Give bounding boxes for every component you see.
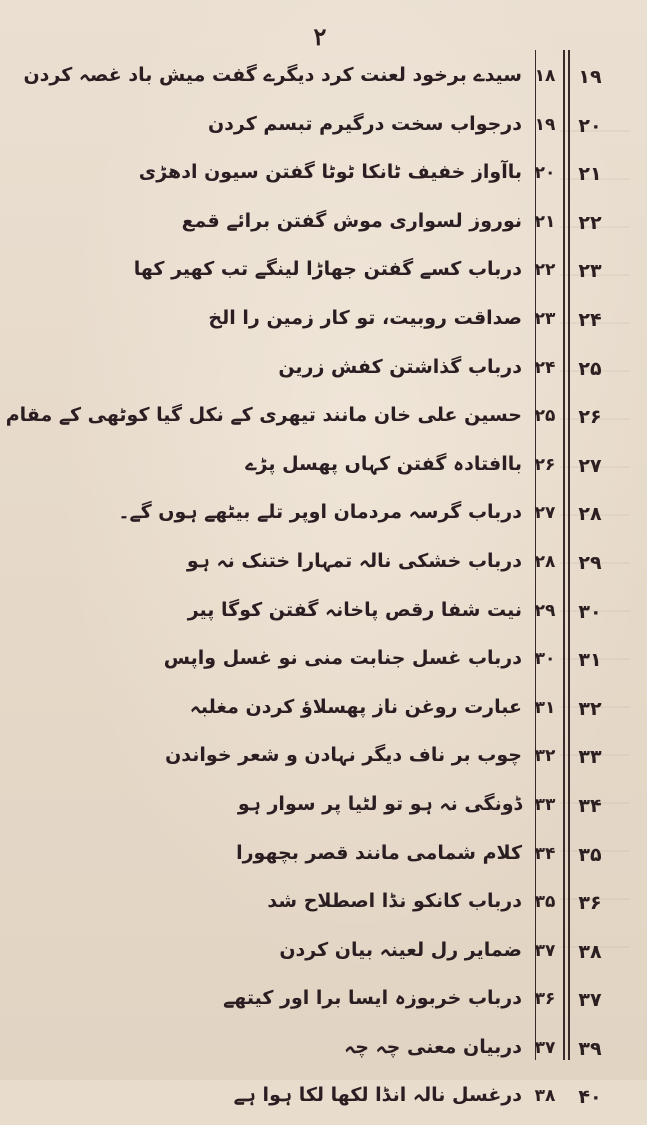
entry-page: ۲۹ bbox=[534, 600, 556, 621]
entry-title: باافتادہ گفتن کہاں پھسل پڑے bbox=[245, 452, 522, 475]
entry-number: ۳۱ bbox=[578, 649, 602, 672]
entry-number: ۳۷ bbox=[578, 989, 602, 1012]
entry-number: ۲۹ bbox=[578, 551, 602, 574]
entry-number: ۲۰ bbox=[578, 114, 602, 137]
entry-title: درباب کسے گفتن جھاڑا لینگے تب کھیر کھا bbox=[133, 258, 522, 281]
entry-number: ۳۹ bbox=[578, 1037, 602, 1060]
entry-title: صداقت روبیت، تو کار زمین را الخ bbox=[208, 306, 522, 329]
entry-page: ۳۸ bbox=[534, 1086, 556, 1107]
contents-row bbox=[0, 250, 647, 299]
entry-title: درباب گذاشتن کفش زرین bbox=[278, 355, 522, 378]
entry-title: درباب خشکی نالہ تمہارا ختنک نہ ہو bbox=[186, 549, 522, 572]
entry-title: ضمایر رل لعینہ بیان کردن bbox=[279, 938, 522, 961]
contents-row bbox=[0, 688, 647, 737]
entry-number: ۳۰ bbox=[578, 600, 602, 623]
entry-title: درباب گرسہ مردمان اوپر تلے بیٹھے ہوں گے۔ bbox=[118, 501, 522, 524]
entry-page: ۲۲ bbox=[534, 260, 556, 281]
entry-page: ۲۰ bbox=[534, 163, 556, 184]
entry-title: چوب بر ناف دیگر نہادن و شعر خواندن bbox=[165, 744, 522, 767]
contents-row bbox=[0, 56, 647, 105]
entry-page: ۱۹ bbox=[534, 114, 556, 135]
entry-number: ۳۶ bbox=[578, 892, 602, 915]
contents-row bbox=[0, 299, 647, 348]
entry-title: درجواب سخت درگیرم تبسم کردن bbox=[207, 112, 522, 135]
entry-number: ۱۹ bbox=[578, 66, 602, 88]
entry-number: ۲۸ bbox=[578, 503, 602, 526]
entry-page: ۳۶ bbox=[534, 989, 556, 1010]
entry-number: ۲۴ bbox=[578, 308, 602, 331]
entry-page: ۲۵ bbox=[534, 406, 556, 427]
contents-row bbox=[0, 1028, 647, 1077]
contents-row bbox=[0, 736, 647, 785]
entry-number: ۳۸ bbox=[578, 940, 602, 963]
entry-title: سیدے برخود لعنت کرد دیگرے گفت میش باد غصہ کردن bbox=[23, 64, 522, 86]
entry-number: ۲۱ bbox=[578, 163, 602, 186]
entry-number: ۳۳ bbox=[578, 746, 602, 769]
entry-number: ۳۴ bbox=[578, 794, 602, 817]
entry-number: ۳۲ bbox=[578, 697, 602, 720]
contents-row bbox=[0, 445, 647, 494]
entry-title: عبارت روغن ناز پھسلاؤ کردن مغلبہ bbox=[189, 695, 522, 718]
contents-row bbox=[0, 396, 647, 445]
entry-page: ۳۰ bbox=[534, 649, 556, 670]
entry-number: ۳۵ bbox=[578, 843, 602, 866]
entry-title: دربیان معنی چہ چہ bbox=[344, 1035, 522, 1058]
entry-number: ۲۵ bbox=[578, 357, 602, 380]
page-number: ۲ bbox=[313, 22, 327, 51]
entry-page: ۲۱ bbox=[534, 211, 556, 232]
contents-row bbox=[0, 882, 647, 931]
contents-row bbox=[0, 493, 647, 542]
contents-row bbox=[0, 639, 647, 688]
entry-page: ۳۳ bbox=[534, 794, 556, 815]
contents-row bbox=[0, 202, 647, 251]
entry-page: ۳۵ bbox=[534, 892, 556, 913]
contents-row bbox=[0, 931, 647, 980]
contents-row bbox=[0, 834, 647, 883]
contents-row bbox=[0, 1076, 647, 1125]
contents-list bbox=[0, 56, 647, 1125]
entry-page: ۲۶ bbox=[534, 454, 556, 475]
contents-row bbox=[0, 153, 647, 202]
entry-page: ۳۷ bbox=[534, 940, 556, 961]
contents-row bbox=[0, 105, 647, 154]
entry-title: نیت شفا رقص پاخانہ گفتن کوگا پیر bbox=[187, 598, 522, 621]
entry-page: ۳۲ bbox=[534, 746, 556, 767]
entry-title: نوروز لسواری موش گفتن برائے قمع bbox=[181, 209, 522, 232]
entry-title: باآواز خفیف ٹانکا ٹوٹا گفتن سیون ادھڑی bbox=[138, 161, 522, 184]
contents-row bbox=[0, 591, 647, 640]
entry-title: کلام شمامی مانند قصر بچھورا bbox=[236, 841, 522, 864]
entry-page: ۳۴ bbox=[534, 843, 556, 864]
entry-page: ۲۷ bbox=[534, 503, 556, 524]
entry-title: درباب خربوزہ ایسا برا اور کیتھے bbox=[223, 987, 522, 1010]
entry-page: ۳۱ bbox=[534, 697, 556, 718]
entry-page: ۱۸ bbox=[534, 66, 556, 86]
entry-page: ۲۴ bbox=[534, 357, 556, 378]
entry-title: ڈونگی نہ ہو تو لٹیا پر سوار ہو bbox=[237, 792, 522, 815]
entry-number: ۴۰ bbox=[578, 1086, 602, 1109]
contents-row bbox=[0, 785, 647, 834]
contents-row bbox=[0, 348, 647, 397]
entry-page: ۲۳ bbox=[534, 308, 556, 329]
entry-page: ۲۸ bbox=[534, 551, 556, 572]
entry-number: ۲۲ bbox=[578, 211, 602, 234]
entry-title: درباب کانکو نڈا اصطلاح شد bbox=[267, 890, 522, 913]
entry-number: ۲۷ bbox=[578, 454, 602, 477]
entry-number: ۲۶ bbox=[578, 406, 602, 429]
entry-number: ۲۳ bbox=[578, 260, 602, 283]
contents-row bbox=[0, 542, 647, 591]
contents-row bbox=[0, 979, 647, 1028]
entry-title: حسین علی خان مانند تیھری کے نکل گیا کوٹھی کے مقام bbox=[5, 404, 522, 427]
entry-title: درباب غسل جنابت منی نو غسل واپس bbox=[163, 647, 522, 670]
entry-title: درغسل نالہ انڈا لکھا لکا ہوا ہے bbox=[233, 1084, 522, 1107]
entry-page: ۳۷ bbox=[534, 1037, 556, 1058]
